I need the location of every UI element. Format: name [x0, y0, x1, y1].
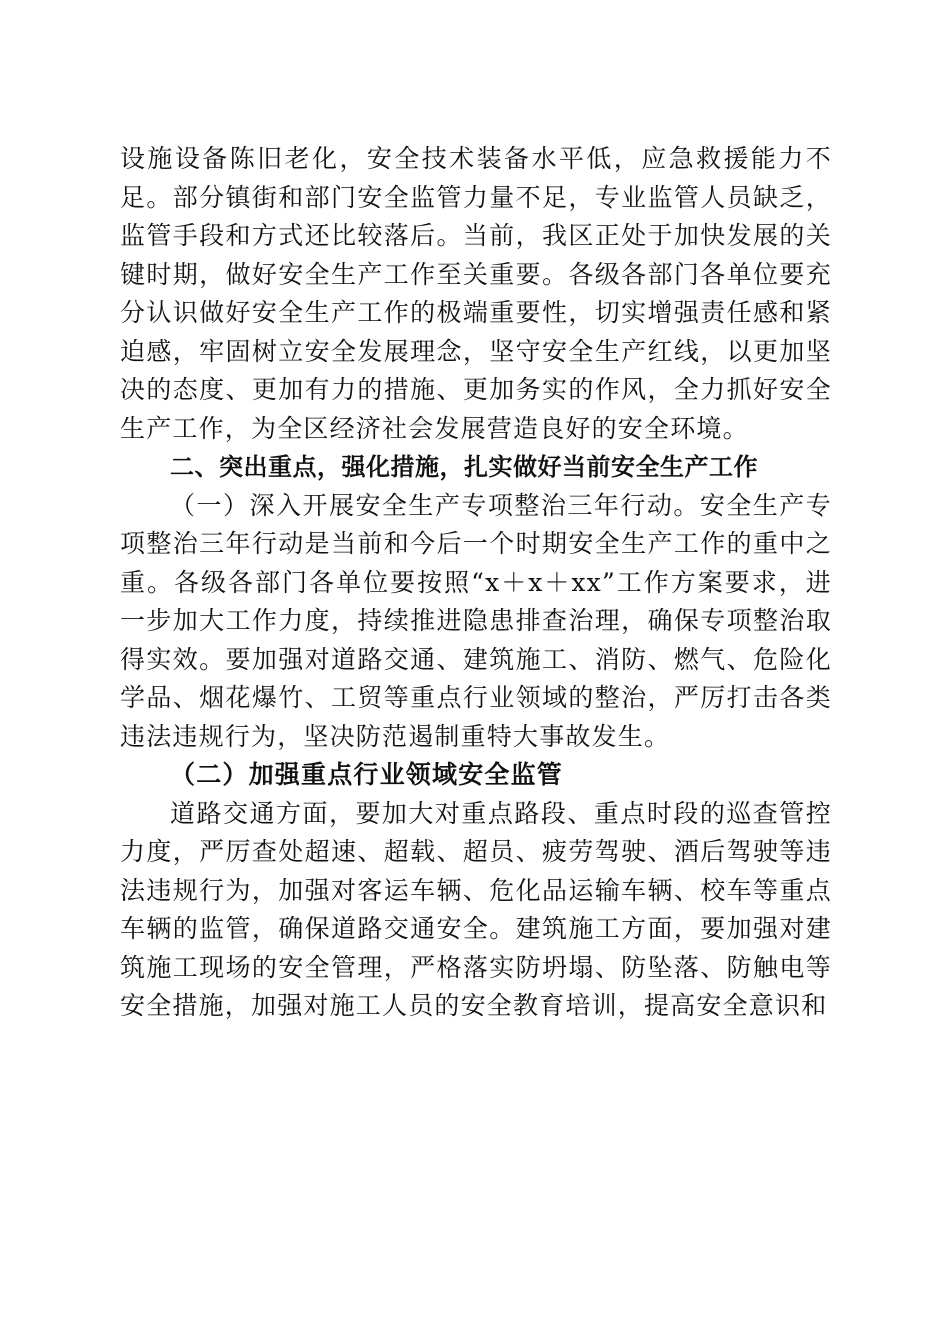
section-heading-2: 二、突出重点，强化措施，扎实做好当前安全生产工作 [170, 453, 758, 481]
document-body [120, 140, 832, 1026]
subheading-key-industries: （二）加强重点行业领域安全监管 [170, 760, 564, 789]
paragraph-road-construction: 道路交通方面，要加大对重点路段、重点时段的巡查管控力度，严厉查处超速、超载、超员、疲劳驾驶、酒后驾驶等违法违规行为，加强对客运车辆、危化品运输车辆、校车等重点车辆的监管，确保道路交通安全。建筑施工方面，要加强对建筑施工现场的安全管理，严格落实防坍塌、防坠落、防触电等安全措施，加强对施工人员的安全教育培训，提高安全意识和 [120, 798, 832, 1020]
paragraph-safety-status: 设施设备陈旧老化，安全技术装备水平低，应急救援能力不足。部分镇街和部门安全监管力量不足，专业监管人员缺乏，监管手段和方式还比较落后。当前，我区正处于加快发展的关键时期，做好安全生产工作至关重要。各级各部门各单位要充分认识做好安全生产工作的极端重要性，切实增强责任感和紧迫感，牢固树立安全发展理念，坚守安全生产红线，以更加坚决的态度、更加有力的措施、更加务实的作风，全力抓好安全生产工作，为全区经济社会发展营造良好的安全环境。 [120, 144, 832, 443]
paragraph-special-rectification: （一）深入开展安全生产专项整治三年行动。安全生产专项整治三年行动是当前和今后一个时期安全生产工作的重中之重。各级各部门各单位要按照“x＋x＋xx”工作方案要求，进一步加大工作力度，持续推进隐患排查治理，确保专项整治取得实效。要加强对道路交通、建筑施工、消防、燃气、危险化学品、烟花爆竹、工贸等重点行业领域的整治，严厉打击各类违法违规行为，坚决防范遏制重特大事故发生。 [120, 490, 832, 751]
